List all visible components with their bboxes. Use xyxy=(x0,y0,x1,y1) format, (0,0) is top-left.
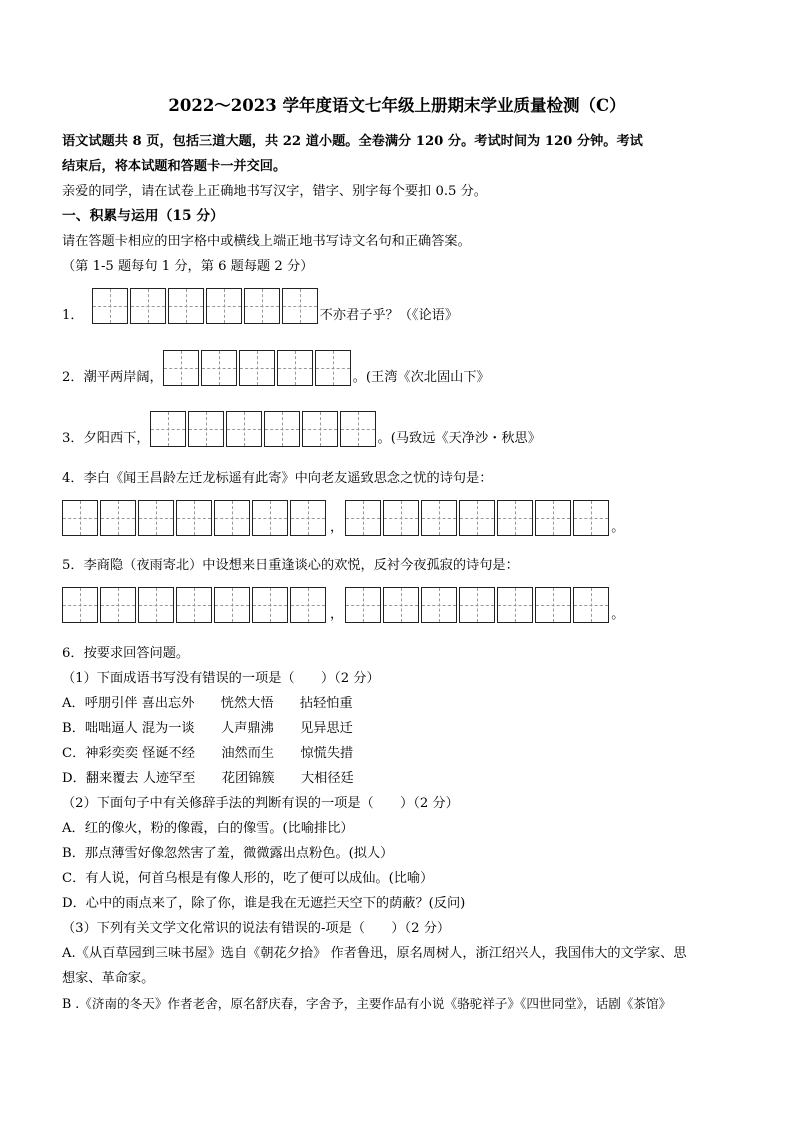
grid-cell[interactable] xyxy=(535,500,571,536)
grid-cell[interactable] xyxy=(535,587,571,623)
q5-answer-row xyxy=(62,587,624,623)
grid-cell[interactable] xyxy=(214,500,250,536)
option-b[interactable]: B．咄咄逼人 混为一谈 人声鼎沸 见异思迁 xyxy=(62,721,353,736)
grid-cell[interactable] xyxy=(345,500,381,536)
grid-cell[interactable] xyxy=(383,500,419,536)
exam-title: 2022～2023 学年度语文七年级上册期末学业质量检测（C） xyxy=(168,96,626,115)
grid-cell[interactable] xyxy=(264,411,300,447)
q5-comma: ， xyxy=(330,607,344,622)
option-a[interactable]: A．呼朋引伴 喜出忘外 恍然大悟 拈轻怕重 xyxy=(62,696,353,711)
grid-cell[interactable] xyxy=(252,500,288,536)
grid-cell[interactable] xyxy=(138,500,174,536)
q6-part1-prompt: （1）下面成语书写没有错误的一项是（ ）（2 分） xyxy=(62,671,380,686)
q3-prefix: 3．夕阳西下， xyxy=(62,431,150,446)
option-c[interactable]: C．神彩奕奕 怪诞不经 油然而生 惊慌失措 xyxy=(62,746,354,761)
q5-period: 。 xyxy=(611,607,625,622)
grid-cell[interactable] xyxy=(176,500,212,536)
grid-cell[interactable] xyxy=(206,288,242,324)
q2-answer-grid[interactable] xyxy=(163,350,353,386)
option-d[interactable]: D．翻来覆去 人迹罕至 花团锦簇 大相径廷 xyxy=(62,771,354,786)
q3-answer-grid[interactable] xyxy=(150,411,378,447)
q4-answer-grid-2[interactable] xyxy=(345,500,611,536)
grid-cell[interactable] xyxy=(252,587,288,623)
q5-answer-grid-2[interactable] xyxy=(345,587,611,623)
grid-cell[interactable] xyxy=(62,587,98,623)
q6-stem: 6．按要求回答问题。 xyxy=(62,646,190,661)
q1-prefix: 1． xyxy=(62,308,84,323)
grid-cell[interactable] xyxy=(138,587,174,623)
option-b[interactable]: B .《济南的冬天》作者老舍，原名舒庆春，字舍予，主要作品有小说《骆驼祥子》《四世同堂》，话剧《茶馆》 xyxy=(62,996,672,1011)
intro-line-1: 语文试题共 8 页，包括三道大题，共 22 道小题。全卷满分 120 分。考试时间为 120 分钟。考试 xyxy=(62,134,643,149)
grid-cell[interactable] xyxy=(290,500,326,536)
q4-comma: ， xyxy=(330,520,344,535)
grid-cell[interactable] xyxy=(315,350,351,386)
q2-prefix: 2．潮平两岸阔， xyxy=(62,370,163,385)
grid-cell[interactable] xyxy=(92,288,128,324)
grid-cell[interactable] xyxy=(497,587,533,623)
grid-cell[interactable] xyxy=(302,411,338,447)
grid-cell[interactable] xyxy=(100,587,136,623)
grid-cell[interactable] xyxy=(62,500,98,536)
option-a[interactable]: A．红的像火，粉的像霞，白的像雪。(比喻排比） xyxy=(62,821,354,836)
grid-cell[interactable] xyxy=(345,587,381,623)
section-heading: 一、积累与运用（15 分） xyxy=(62,208,224,224)
grid-cell[interactable] xyxy=(163,350,199,386)
q3-suffix: 。(马致远《天净沙・秋思》 xyxy=(377,431,541,446)
grid-cell[interactable] xyxy=(290,587,326,623)
option-d[interactable]: D．心中的雨点来了，除了你，谁是我在无遮拦天空下的荫蔽？(反问) xyxy=(62,896,466,911)
option-a[interactable]: A.《从百草园到三味书屋》选自《朝花夕拾》 作者鲁迅，原名周树人，浙江绍兴人，我国伟大的文学家、思 xyxy=(62,946,687,961)
grid-cell[interactable] xyxy=(459,500,495,536)
grid-cell[interactable] xyxy=(277,350,313,386)
grid-cell[interactable] xyxy=(188,411,224,447)
grid-cell[interactable] xyxy=(214,587,250,623)
q4-answer-grid-1[interactable] xyxy=(62,500,328,536)
q1-answer-grid[interactable] xyxy=(92,288,320,324)
intro-line-3: 亲爱的同学，请在试卷上正确地书写汉字，错字、别字每个要扣 0.5 分。 xyxy=(62,184,487,199)
q6-part2-prompt: （2）下面句子中有关修辞手法的判断有误的一项是（ ）（2 分） xyxy=(62,796,459,811)
grid-cell[interactable] xyxy=(226,411,262,447)
q4-answer-row xyxy=(62,500,624,536)
option-b[interactable]: B．那点薄雪好像忽然害了羞，微微露出点粉色。(拟人） xyxy=(62,846,394,861)
q6-part3-prompt: （3）下列有关文学文化常识的说法有错误的-项是（ ）（2 分） xyxy=(62,921,451,936)
option-c[interactable]: C．有人说，何首乌根是有像人形的，吃了便可以成仙。(比喻） xyxy=(62,871,434,886)
grid-cell[interactable] xyxy=(497,500,533,536)
q5-text: 5．李商隐（夜雨寄北）中设想来日重逢谈心的欢悦，反衬今夜孤寂的诗句是： xyxy=(62,558,519,573)
grid-cell[interactable] xyxy=(383,587,419,623)
grid-cell[interactable] xyxy=(168,288,204,324)
grid-cell[interactable] xyxy=(239,350,275,386)
grid-cell[interactable] xyxy=(150,411,186,447)
q1-suffix: 不亦君子乎？（《论语》 xyxy=(319,308,459,323)
grid-cell[interactable] xyxy=(201,350,237,386)
q4-text: 4．李白《闻王昌龄左迁龙标遥有此寄》中向老友遥致思念之忧的诗句是： xyxy=(62,471,493,486)
grid-cell[interactable] xyxy=(459,587,495,623)
grid-cell[interactable] xyxy=(244,288,280,324)
intro-line-2: 结束后，将本试题和答题卡一并交回。 xyxy=(62,159,287,174)
question-2 xyxy=(62,350,490,386)
grid-cell[interactable] xyxy=(282,288,318,324)
grid-cell[interactable] xyxy=(421,587,457,623)
q4-period: 。 xyxy=(611,520,625,535)
question-1 xyxy=(62,288,458,324)
q5-answer-grid-1[interactable] xyxy=(62,587,328,623)
section-note: （第 1-5 题每句 1 分，第 6 题每题 2 分） xyxy=(62,259,314,274)
section-instruction: 请在答题卡相应的田字格中或横线上端正地书写诗文名句和正确答案。 xyxy=(62,234,471,249)
grid-cell[interactable] xyxy=(421,500,457,536)
grid-cell[interactable] xyxy=(176,587,212,623)
grid-cell[interactable] xyxy=(340,411,376,447)
grid-cell[interactable] xyxy=(100,500,136,536)
grid-cell[interactable] xyxy=(130,288,166,324)
option-a-continued: 想家、革命家。 xyxy=(62,971,155,986)
grid-cell[interactable] xyxy=(573,500,609,536)
question-3 xyxy=(62,411,541,447)
q2-suffix: 。(王湾《次北固山下》 xyxy=(352,370,490,385)
grid-cell[interactable] xyxy=(573,587,609,623)
